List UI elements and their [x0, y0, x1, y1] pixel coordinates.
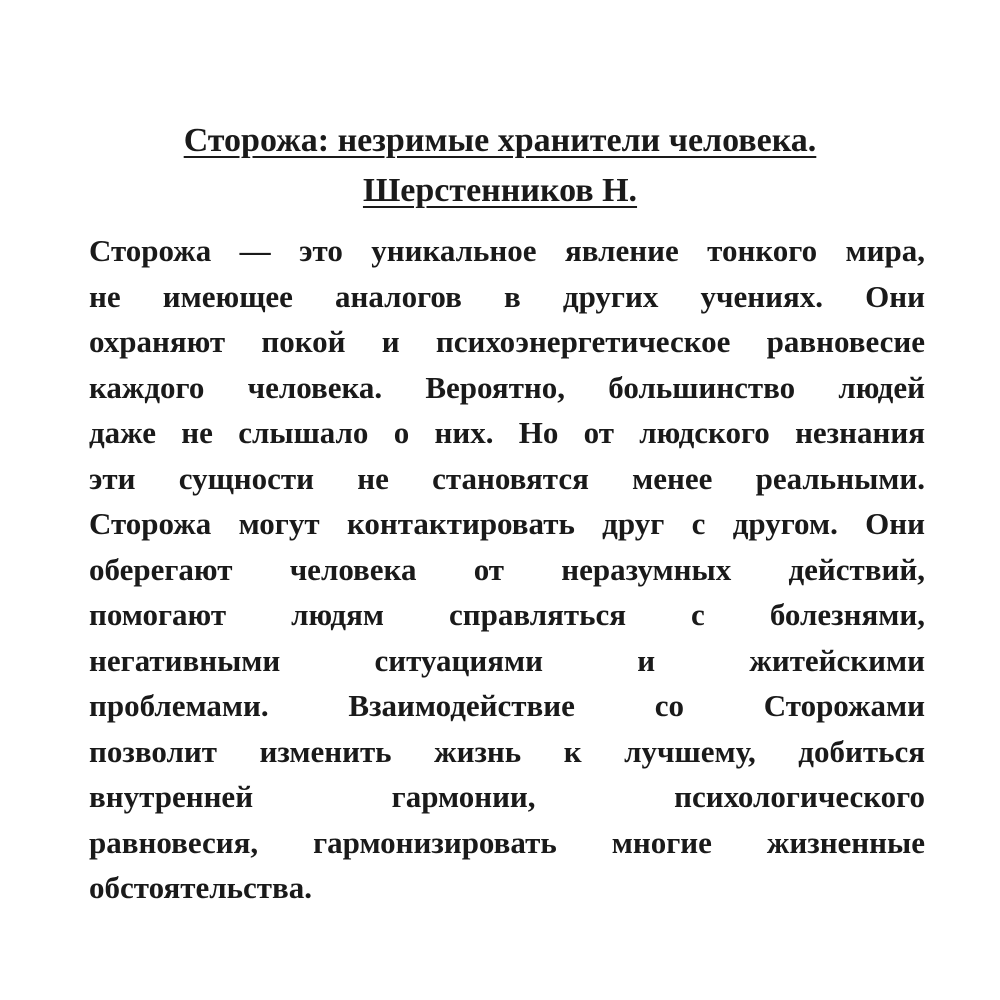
body-line: обстоятельства. — [89, 870, 313, 905]
body-line: оберегают человека от неразумных действий, — [89, 551, 925, 587]
title-line-author: Шерстенников Н. — [362, 172, 638, 209]
body-line: помогают людям справляться с болезнями, — [89, 597, 925, 632]
body-line: позволит изменить жизнь к лучшему, добиться — [89, 733, 925, 769]
body-line: негативными ситуациями и житейскими — [89, 642, 925, 678]
title-line-main: Сторожа: незримые хранители человека. — [183, 122, 817, 159]
body-line: равновесия, гармонизировать многие жизненные — [89, 824, 925, 860]
body-line: проблемами. Взаимодействие со Сторожами — [89, 688, 925, 723]
body-line: Сторожа — это уникальное явление тонкого мира, — [89, 233, 925, 268]
body-line: охраняют покой и психоэнергетическое равновесие — [89, 324, 925, 359]
document-title — [0, 118, 1000, 218]
body-line: даже не слышало о них. Но от людского незнания — [89, 415, 925, 450]
body-line: эти сущности не становятся менее реальными. — [89, 460, 925, 496]
body-paragraph — [89, 228, 925, 911]
body-line: внутренней гармонии, психологического — [89, 779, 925, 814]
body-line: не имеющее аналогов в других учениях. Они — [89, 278, 925, 314]
body-line: Сторожа могут контактировать друг с другом. Они — [89, 506, 925, 541]
body-line: каждого человека. Вероятно, большинство людей — [89, 369, 925, 405]
